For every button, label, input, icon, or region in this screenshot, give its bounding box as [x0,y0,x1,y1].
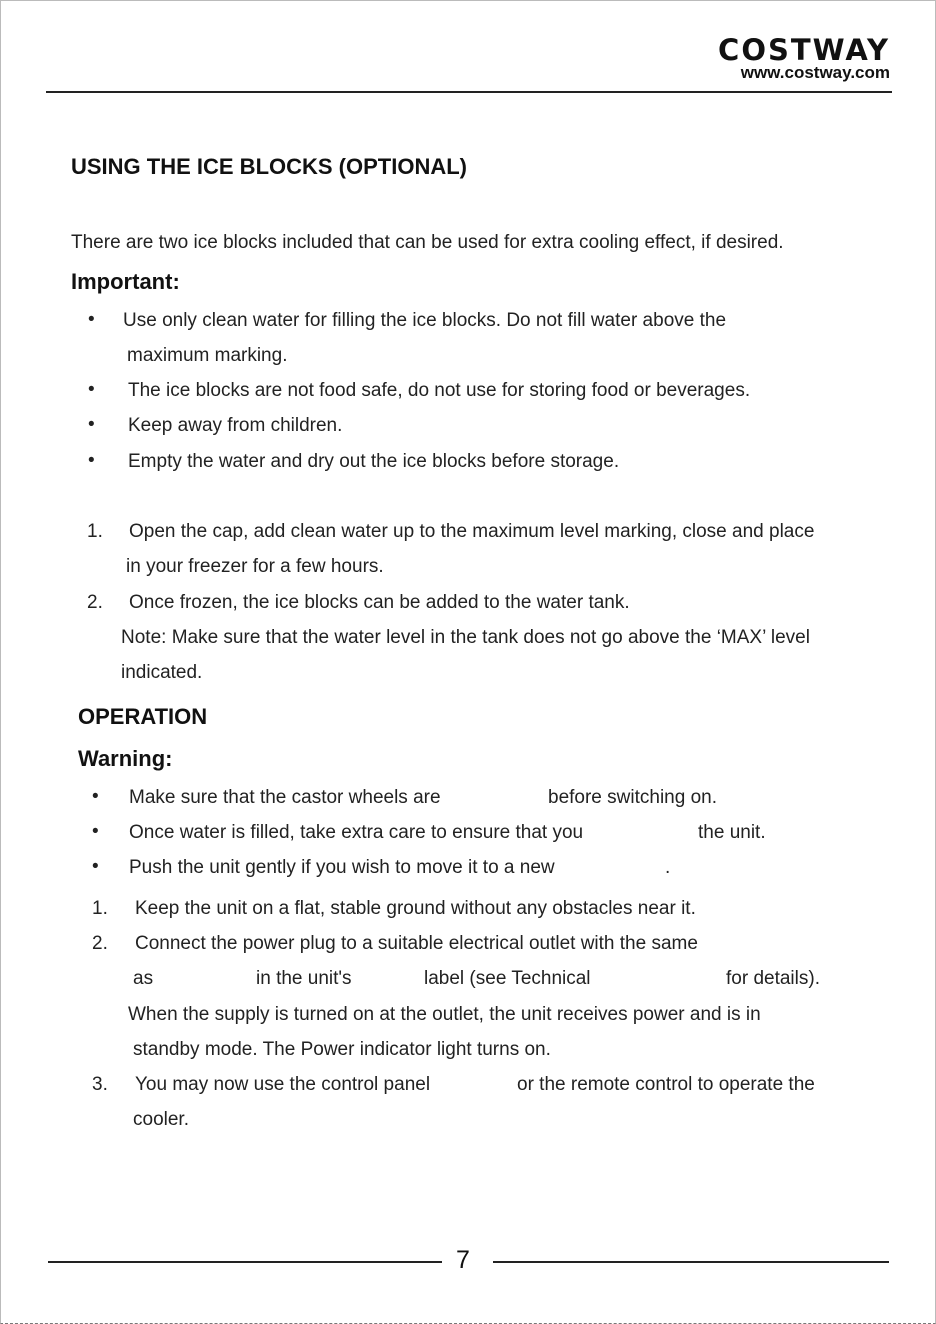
bullet-glyph: • [92,821,99,842]
step-text-part: for details). [726,968,820,989]
brand-logo: COSTWAY [718,33,890,67]
step-text: You may now use the control panel [135,1074,431,1095]
step-text-cont: standby mode. The Power indicator light turns on. [133,1039,551,1060]
step-text-part: label (see Technical [424,968,591,989]
intro-text: There are two ice blocks included that can be used for extra cooling effect, if desired. [71,232,784,253]
section-title-ice-blocks: USING THE ICE BLOCKS (OPTIONAL) [71,154,467,179]
step-number: 1. [87,521,103,542]
step-text: Keep the unit on a flat, stable ground without any obstacles near it. [135,898,696,919]
warning-text: Make sure that the castor wheels are [129,787,441,808]
footer-rule-right [493,1261,889,1263]
step-text: Once frozen, the ice blocks can be added to the water tank. [129,592,630,613]
bullet-glyph: • [88,414,95,435]
warning-text-cont: . [665,857,671,878]
bullet-glyph: • [92,786,99,807]
bullet-text: The ice blocks are not food safe, do not use for storing food or beverages. [128,380,751,401]
step-number: 2. [92,933,108,954]
bullet-text: Use only clean water for filling the ice blocks. Do not fill water above the [123,310,727,331]
page-number: 7 [456,1246,470,1274]
footer-rule-left [48,1261,442,1263]
bullet-glyph: • [92,856,99,877]
step-number: 2. [87,592,103,613]
step-number: 1. [92,898,108,919]
warning-text-cont: the unit. [698,822,766,843]
step-text-cont: When the supply is turned on at the outlet, the unit receives power and is in [128,1004,761,1025]
warning-label: Warning: [78,746,173,771]
warning-text-cont: before switching on. [548,787,717,808]
step-text-part: in the unit's [256,968,352,989]
warning-text: Push the unit gently if you wish to move it to a new [129,857,555,878]
step-text: Connect the power plug to a suitable electrical outlet with the same [135,933,698,954]
step-text: Open the cap, add clean water up to the maximum level marking, close and place [129,521,815,542]
important-label: Important: [71,269,180,294]
warning-text: Once water is filled, take extra care to ensure that you [129,822,584,843]
step-text-part: or the remote control to operate the [517,1074,815,1095]
note-text: Note: Make sure that the water level in the tank does not go above the ‘MAX’ level [121,627,810,648]
step-text-cont: cooler. [133,1109,189,1130]
section-title-operation: OPERATION [78,704,208,729]
bullet-text-cont: maximum marking. [127,345,288,366]
note-text-cont: indicated. [121,662,203,683]
bullet-glyph: • [88,450,95,471]
bullet-glyph: • [88,379,95,400]
step-number: 3. [92,1074,108,1095]
step-text-part: as [133,968,154,989]
header-divider [46,91,892,93]
bullet-text: Keep away from children. [128,415,343,436]
bullet-glyph: • [88,309,95,330]
brand-url: www.costway.com [740,63,890,82]
bullet-text: Empty the water and dry out the ice blocks before storage. [128,451,620,472]
step-text-cont: in your freezer for a few hours. [126,556,384,577]
